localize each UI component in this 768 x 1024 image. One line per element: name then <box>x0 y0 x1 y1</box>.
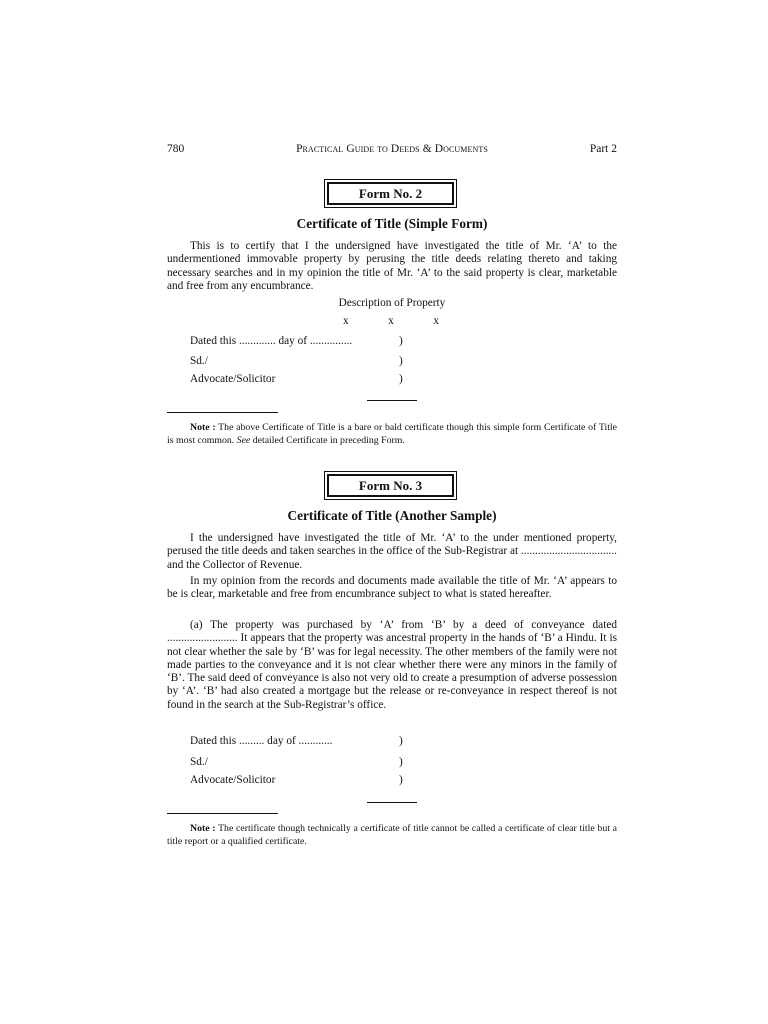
footnote-rule <box>167 813 278 814</box>
paren: ) <box>399 756 403 768</box>
paren: ) <box>399 355 403 367</box>
x-mark: x <box>388 315 394 327</box>
form-3-para-3: (a) The property was purchased by ‘A’ from ‘B’ by a deed of conveyance dated ......................... It appears that the property was ancestral property in the hands of ‘B’ a Hindu. It is not clear whether the sale by ‘B’ was for legal necessity. The other members of the family were not made parties to the conveyance and it is not clear whether there were any minors in the family of ‘B’. The said deed of conveyance is also not very old to create a presumption of adverse possession by ‘A’. ‘B’ had also created a mortgage but the release or re-conveyance in respect thereof is not found in the search at the Sub-Registrar’s office. <box>167 619 617 711</box>
page-number: 780 <box>167 143 185 155</box>
form-3-para-1: I the undersigned have investigated the title of Mr. ‘A’ to the under mentioned property, perused the title deeds and taken searches in the office of the Sub-Registrar at .................................. and the Collector of Revenue. <box>167 532 617 571</box>
form-2-heading: Certificate of Title (Simple Form) <box>296 216 488 231</box>
footnote-rule <box>167 412 278 413</box>
signatory-text: Advocate/Solicitor <box>190 774 276 786</box>
form-2-dated-line <box>190 335 403 348</box>
signature-rule <box>367 400 417 401</box>
book-title: Practical Guide to Deeds & Documents <box>296 143 488 155</box>
note-text: The certificate though technically a certificate of title cannot be called a certificate of clear title but a title report or a qualified certificate. <box>167 823 617 847</box>
paren: ) <box>399 335 403 347</box>
note-text: The above Certificate of Title is a bare or bald certificate though this simple form Certificate of Title is most common. <box>167 422 618 446</box>
form-3-label: Form No. 3 <box>327 474 454 497</box>
dated-text: Dated this ............. day of ............... <box>190 335 353 347</box>
signatory-text: Advocate/Solicitor <box>190 373 276 385</box>
note-label: Note : <box>190 422 216 433</box>
form-2-note <box>167 422 617 447</box>
paren: ) <box>399 735 403 747</box>
note-label: Note : <box>190 823 216 834</box>
form-3-sd-line <box>190 756 403 769</box>
form-2-signatory-line <box>190 373 403 386</box>
description-label: Description of Property <box>338 297 446 309</box>
paren: ) <box>399 774 403 786</box>
form-3-para-2: In my opinion from the records and documents made available the title of Mr. ‘A’ appears to be is clear, marketable and free from encumbrance subject to what is stated hereafter. <box>167 575 617 601</box>
form-2-sd-line <box>190 355 403 368</box>
x-mark: x <box>433 315 439 327</box>
running-header <box>167 143 617 157</box>
part-label: Part 2 <box>589 143 617 155</box>
form-3-box <box>324 471 457 500</box>
note-tail: detailed Certificate in preceding Form. <box>250 434 405 446</box>
form-3-heading: Certificate of Title (Another Sample) <box>287 508 497 523</box>
form-2-label: Form No. 2 <box>327 182 454 205</box>
form-3-signatory-line <box>190 774 403 787</box>
signature-rule <box>367 802 417 803</box>
form-3-dated-line <box>190 735 403 748</box>
sd-text: Sd./ <box>190 355 208 367</box>
note-see: See <box>236 434 251 446</box>
form-2-box <box>324 179 457 208</box>
form-3-note <box>167 823 617 848</box>
paren: ) <box>399 373 403 385</box>
x-marks <box>343 315 439 328</box>
dated-text: Dated this ......... day of ............ <box>190 735 333 747</box>
sd-text: Sd./ <box>190 756 208 768</box>
x-mark: x <box>343 315 349 327</box>
form-2-body: This is to certify that I the undersigned have investigated the title of Mr. ‘A’ to the undermentioned immovable property by perusing the title deeds relating thereto and taking necessary searches and in my opinion the title of Mr. ‘A’ to the said property is clear, marketable and free from any encumbrance. <box>167 240 617 292</box>
